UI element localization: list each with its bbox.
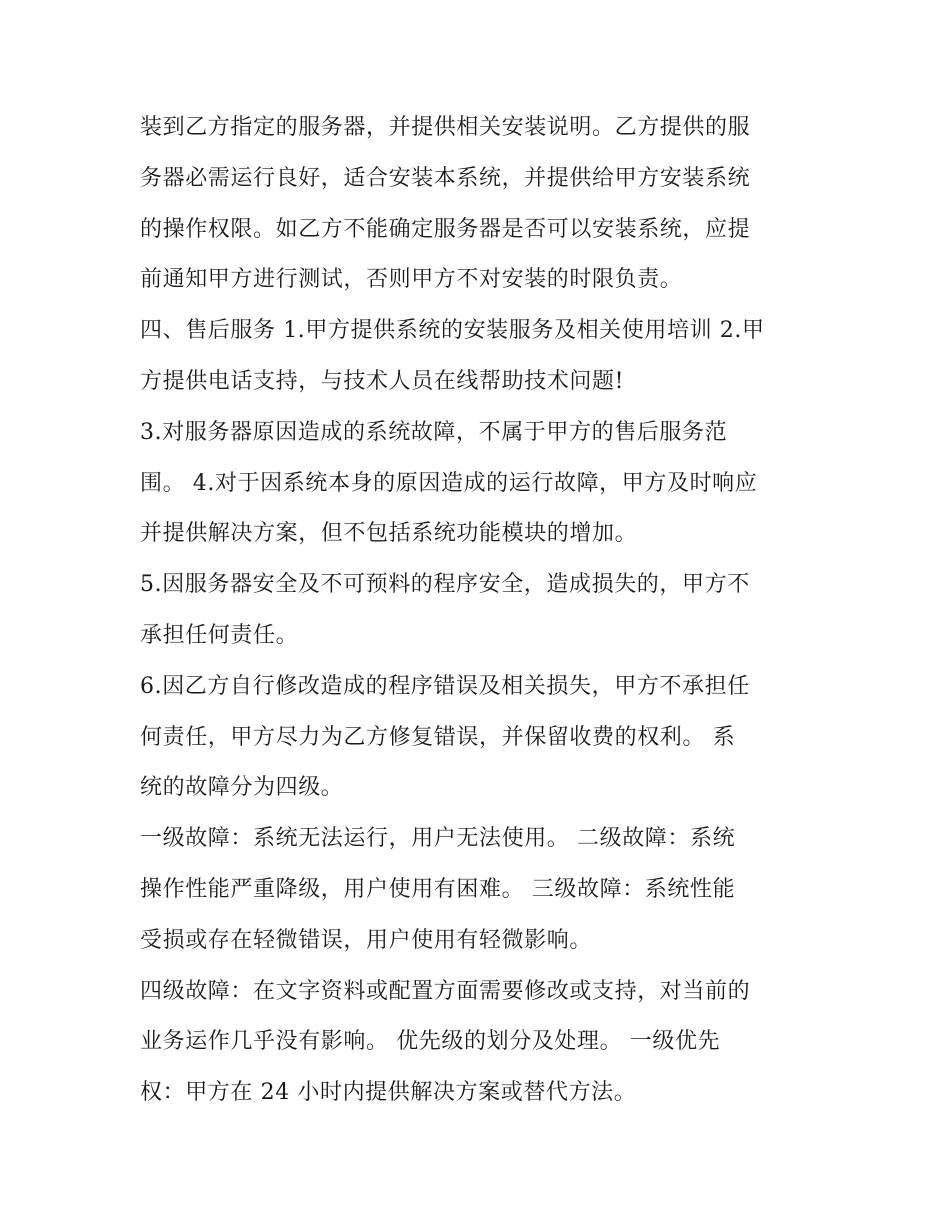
text-line: 业务运作几乎没有影响。 优先级的划分及处理。 一级优先 bbox=[140, 1029, 721, 1055]
paragraph-fault-levels bbox=[140, 814, 815, 966]
text-line: 何责任，甲方尽力为乙方修复错误，并保留收费的权利。 系 bbox=[140, 724, 736, 750]
text-line: 5.因服务器安全及不可预料的程序安全，造成损失的，甲方不 bbox=[140, 572, 750, 598]
text-line: 统的故障分为四级。 bbox=[140, 775, 344, 801]
text-line: 承担任何责任。 bbox=[140, 622, 299, 648]
text-line: 受损或存在轻微错误，用户使用有轻微影响。 bbox=[140, 927, 593, 953]
text-line: 操作性能严重降级，用户使用有困难。 三级故障：系统性能 bbox=[140, 876, 736, 902]
paragraph-item-3-4 bbox=[140, 408, 815, 560]
paragraph-item-5 bbox=[140, 560, 815, 662]
text-line: 装到乙方指定的服务器，并提供相关安装说明。乙方提供的服 bbox=[140, 115, 751, 140]
text-line: 前通知甲方进行测试，否则甲方不对安装的时限负责。 bbox=[140, 267, 683, 293]
paragraph-item-6 bbox=[140, 662, 815, 814]
text-line: 并提供解决方案，但不包括系统功能模块的增加。 bbox=[140, 521, 638, 547]
text-line: 方提供电话支持，与技术人员在线帮助技术问题! bbox=[140, 368, 625, 394]
document-body bbox=[140, 103, 815, 1119]
paragraph-installation bbox=[140, 103, 815, 306]
text-line: 一级故障：系统无法运行，用户无法使用。 二级故障：系统 bbox=[140, 826, 736, 852]
paragraph-after-sales bbox=[140, 306, 815, 408]
paragraph-priority bbox=[140, 967, 815, 1119]
text-line: 四、售后服务 1.甲方提供系统的安装服务及相关使用培训 2.甲 bbox=[140, 318, 765, 344]
text-line: 3.对服务器原因造成的系统故障，不属于甲方的售后服务范 bbox=[140, 419, 728, 445]
text-line: 务器必需运行良好，适合安装本系统，并提供给甲方安装系统 bbox=[140, 165, 751, 191]
text-line: 权：甲方在 24 小时内提供解决方案或替代方法。 bbox=[140, 1080, 637, 1106]
text-line: 四级故障：在文字资料或配置方面需要修改或支持，对当前的 bbox=[140, 978, 751, 1004]
text-line: 的操作权限。如乙方不能确定服务器是否可以安装系统，应提 bbox=[140, 216, 751, 242]
text-line: 6.因乙方自行修改造成的程序错误及相关损失，甲方不承担任 bbox=[140, 673, 750, 699]
text-line: 围。 4.对于因系统本身的原因造成的运行故障，甲方及时响应 bbox=[140, 470, 758, 496]
